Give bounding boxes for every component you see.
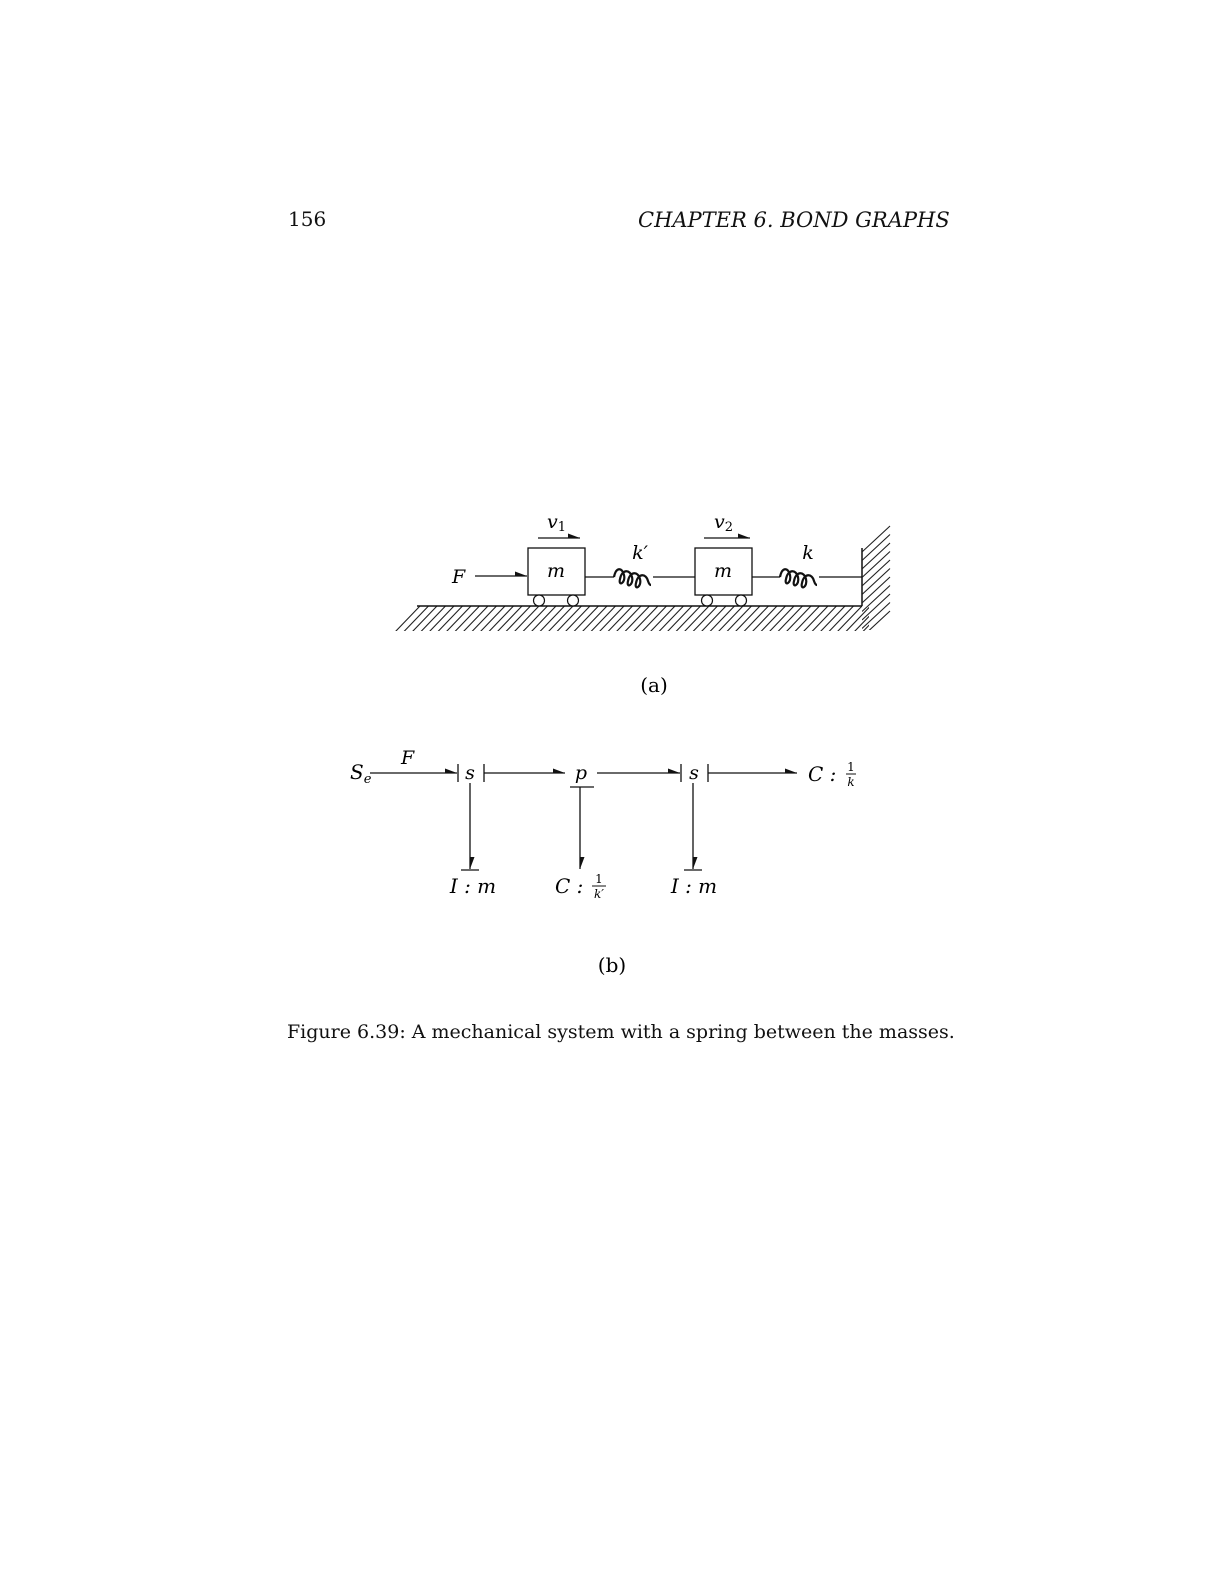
velocity-2-label: v2	[714, 511, 734, 535]
junction-s2: s	[689, 762, 699, 784]
i-left-label: I : m	[449, 874, 497, 898]
c-right-numerator: 1	[847, 760, 855, 774]
source-label: $S_e$	[350, 760, 372, 787]
figure-caption: Figure 6.39: A mechanical system with a spring between the masses.	[287, 1021, 955, 1043]
c-middle-denominator: k′	[594, 887, 604, 901]
force-label: F	[452, 566, 466, 588]
c-middle-numerator: 1	[595, 872, 603, 886]
part-b-sublabel: (b)	[597, 953, 627, 977]
bond-graph-diagram	[350, 747, 856, 977]
bond-force-label: F	[401, 747, 415, 769]
mass-2-label: m	[713, 560, 733, 582]
part-a-sublabel: (a)	[640, 673, 668, 697]
mechanical-system-diagram	[395, 511, 896, 697]
mass-1-wheel-right	[568, 595, 579, 606]
junction-p: p	[574, 762, 588, 784]
wall-hatching	[862, 526, 890, 637]
spring-middle-label: k′	[632, 542, 648, 564]
spring-wall-coil	[780, 569, 817, 587]
c-middle-label: C :	[555, 874, 584, 898]
c-right-denominator: k	[847, 775, 855, 789]
ground-hatching	[395, 606, 896, 632]
mass-2-wheel-right	[736, 595, 747, 606]
spring-middle-coil	[614, 569, 651, 587]
running-head: CHAPTER 6. BOND GRAPHS	[638, 208, 950, 232]
mass-2-wheel-left	[702, 595, 713, 606]
velocity-1-label: v1	[547, 511, 567, 535]
mass-1-label: m	[546, 560, 566, 582]
c-right-label: C :	[808, 762, 837, 786]
junction-s1: s	[465, 762, 475, 784]
page-number: 156	[288, 207, 327, 231]
spring-wall-label: k	[802, 542, 814, 564]
mass-1-wheel-left	[534, 595, 545, 606]
i-right-label: I : m	[670, 874, 718, 898]
